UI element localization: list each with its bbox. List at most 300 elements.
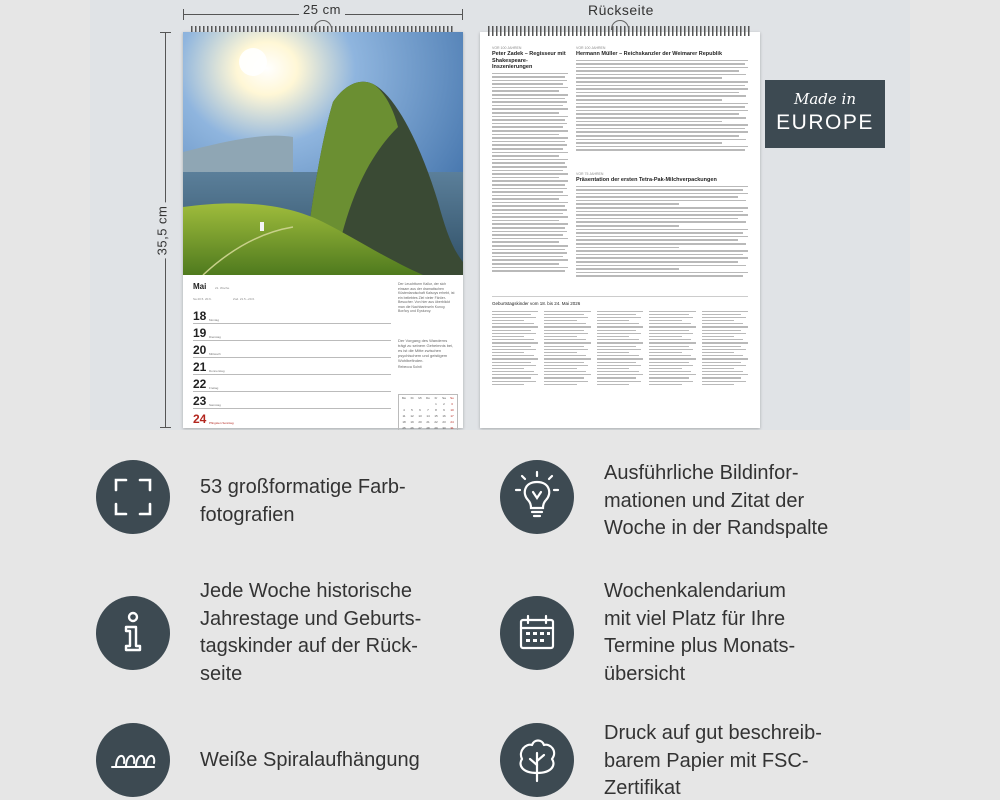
text-line [597, 320, 629, 321]
text-line [492, 352, 524, 353]
text-line [649, 374, 695, 375]
text-line [492, 87, 568, 89]
text-line [576, 229, 748, 231]
mini-cal-cell: 8 [435, 408, 437, 412]
day-name: Donnerstag [209, 369, 225, 373]
text-line [492, 358, 538, 359]
text-line [492, 355, 534, 356]
text-line [576, 254, 743, 256]
mini-cal-cell: 4 [403, 408, 405, 412]
text-line [492, 90, 559, 92]
text-line [492, 317, 536, 318]
made-in-europe-badge [765, 80, 885, 148]
text-line [649, 371, 691, 372]
quote-of-the-week: Der Vorgang des Wanderns trägt zu seinem Geheimnis bei, es ist die Mitte zwischen psychischem und geistigem Wohlbefinden. [398, 338, 454, 363]
text-line [597, 352, 629, 353]
text-line [702, 311, 748, 312]
text-line [649, 317, 693, 318]
fullscreen-frame-icon [96, 460, 170, 534]
feature-text: Weiße Spiralaufhängung [200, 749, 420, 771]
text-line [576, 225, 679, 227]
text-line [544, 333, 588, 334]
text-line [492, 381, 536, 382]
text-line [576, 110, 748, 112]
text-line [597, 311, 643, 312]
text-line [702, 368, 734, 369]
text-line [492, 94, 568, 96]
text-line [702, 371, 744, 372]
text-line [576, 117, 746, 119]
text-line [544, 339, 586, 340]
text-line [649, 368, 681, 369]
text-line [492, 148, 563, 150]
text-line [702, 377, 741, 378]
text-line [492, 270, 565, 272]
text-line [492, 98, 565, 100]
text-line [492, 205, 565, 207]
text-line [492, 126, 563, 128]
text-line [702, 346, 741, 347]
article-column-3 [576, 172, 748, 279]
day-number: 22 [193, 377, 207, 391]
text-line [544, 368, 576, 369]
text-line [576, 135, 739, 137]
mini-cal-cell: 3 [451, 402, 453, 406]
day-row[interactable] [193, 344, 391, 358]
text-line [576, 106, 745, 108]
height-dimension-tick [160, 427, 171, 428]
width-dimension-tick [462, 9, 463, 20]
text-line [702, 317, 746, 318]
mini-cal-cell: 14 [426, 414, 430, 418]
day-row[interactable] [193, 361, 391, 375]
text-line [492, 209, 567, 211]
text-line [702, 381, 746, 382]
text-line [492, 368, 524, 369]
text-line [702, 362, 741, 363]
text-line [576, 239, 738, 241]
text-line [492, 180, 568, 182]
text-line [576, 214, 748, 216]
cliff-lighthouse-photo [183, 32, 463, 275]
text-line [544, 311, 590, 312]
mini-cal-cell: 23 [442, 420, 446, 424]
text-line [702, 374, 748, 375]
text-line [597, 384, 629, 385]
text-line [649, 358, 695, 359]
text-line [576, 81, 748, 83]
width-dimension-tick [183, 9, 184, 20]
mini-cal-cell: 10 [450, 408, 454, 412]
text-line [492, 311, 538, 312]
text-line [576, 268, 679, 270]
text-line [597, 362, 636, 363]
text-line [492, 249, 565, 251]
text-line [649, 314, 688, 315]
text-line [492, 259, 568, 261]
text-line [492, 213, 563, 215]
text-line [702, 349, 746, 350]
text-line [492, 377, 531, 378]
article-kicker: VOR 100 JAHREN [576, 46, 606, 50]
text-line [576, 85, 745, 87]
text-line [576, 113, 739, 115]
text-line [492, 101, 567, 103]
birthdays-section [492, 300, 748, 387]
mini-cal-cell: Sa [442, 396, 446, 400]
text-line [702, 358, 748, 359]
text-line [597, 314, 636, 315]
text-line [576, 275, 743, 277]
text-line [492, 252, 567, 254]
text-line [492, 326, 538, 327]
text-line [597, 342, 643, 343]
back-sheet [480, 32, 760, 428]
birthdays-heading: Geburtstagskinder vom 18. bis 24. Mai 2026 [492, 301, 581, 306]
text-line [702, 320, 734, 321]
day-row[interactable] [193, 412, 391, 426]
text-line [492, 330, 531, 331]
text-line [576, 236, 748, 238]
day-row[interactable] [193, 327, 391, 341]
text-line [576, 67, 748, 69]
day-number: 19 [193, 326, 207, 340]
text-line [492, 76, 565, 78]
text-line [576, 60, 748, 62]
text-line [702, 314, 741, 315]
month-title: Mai [193, 282, 207, 291]
text-line [492, 177, 559, 179]
text-line [576, 146, 748, 148]
text-line [597, 365, 641, 366]
day-number: 20 [193, 343, 207, 357]
article-kicker: VOR 75 JAHREN [576, 172, 604, 176]
text-line [492, 202, 568, 204]
text-line [492, 155, 559, 157]
text-line [597, 374, 643, 375]
day-number: 23 [193, 394, 207, 408]
mini-cal-cell: 28 [426, 426, 430, 430]
sun-sign-info: Sa 20.5. 20.6. [193, 297, 212, 301]
text-line [544, 330, 583, 331]
text-line [492, 374, 538, 375]
text-line [576, 139, 746, 141]
text-line [576, 207, 748, 209]
text-line [597, 330, 636, 331]
text-line [492, 234, 563, 236]
text-line [597, 323, 639, 324]
text-line [492, 339, 534, 340]
text-line [576, 149, 745, 151]
feature-text: Ausführliche Bildinfor- mationen und Zitat der Woche in der Randspalte [604, 462, 829, 539]
text-line [649, 365, 693, 366]
text-line [597, 317, 641, 318]
spiral-binding-icon [96, 723, 170, 797]
text-line [576, 186, 748, 188]
text-line [492, 241, 559, 243]
text-line [597, 333, 641, 334]
hanger-hook [611, 20, 629, 30]
text-line [492, 188, 567, 190]
mini-cal-cell: Do [426, 396, 430, 400]
text-line [702, 326, 748, 327]
text-line [576, 193, 748, 195]
text-line [649, 336, 681, 337]
mini-cal-cell: 15 [434, 414, 438, 418]
mini-cal-cell: 9 [443, 408, 445, 412]
text-line [492, 256, 563, 258]
text-line [576, 95, 746, 97]
text-line [492, 119, 565, 121]
text-line [649, 326, 695, 327]
text-line [576, 203, 679, 205]
height-dimension-tick [160, 32, 171, 33]
text-line [597, 349, 641, 350]
text-line [576, 261, 738, 263]
text-line [597, 326, 643, 327]
calendar-icon [500, 596, 574, 670]
text-line [576, 221, 746, 223]
text-line [492, 245, 568, 247]
badge-made-in: Made in [793, 90, 856, 108]
mini-cal-cell: 1 [435, 402, 437, 406]
mini-cal-cell: 16 [442, 414, 446, 418]
text-line [492, 238, 568, 240]
article-column-2 [576, 46, 748, 153]
text-line [492, 112, 559, 114]
text-line [576, 77, 722, 79]
feature-list [0, 430, 1000, 800]
birthdays-column [702, 311, 748, 388]
text-line [702, 352, 734, 353]
day-row[interactable] [193, 395, 391, 409]
text-line [544, 377, 583, 378]
text-line [492, 336, 524, 337]
text-line [492, 384, 524, 385]
zodiac-info: Zod. 21.5.–20.6. [233, 297, 255, 301]
text-line [576, 218, 738, 220]
text-line [492, 191, 563, 193]
feature-text: Druck auf gut beschreib- barem Papier mit FSC- Zertifikat [604, 722, 822, 799]
text-line [576, 189, 743, 191]
text-line [492, 342, 538, 343]
mini-cal-cell: 22 [434, 420, 438, 424]
text-line [576, 70, 739, 72]
text-line [576, 99, 722, 101]
text-line [492, 166, 567, 168]
text-line [649, 377, 688, 378]
day-row[interactable] [193, 310, 391, 324]
height-label: 35,5 cm [154, 203, 169, 259]
text-line [492, 184, 565, 186]
text-line [576, 247, 679, 249]
text-line [597, 381, 641, 382]
text-line [492, 349, 536, 350]
section-divider [492, 296, 748, 297]
front-sheet [183, 32, 463, 428]
text-line [544, 323, 586, 324]
photo-caption: Der Leuchtturm Kallur, der sich einsam aus der dramatischen Küstenlandschaft Kalsoys erhebt, ist ein beliebtes Ziel vieler Färöer-Besucher. Von hier aus überblickt man die Nachbarinseln Kunoy, Borðoy und Eysturoy. [398, 282, 455, 313]
article-headline: Peter Zadek – Regisseur mit Shakespeare-Inszenierungen [492, 51, 566, 70]
text-line [597, 339, 639, 340]
text-line [597, 355, 639, 356]
article-body [576, 186, 748, 277]
text-line [576, 121, 722, 123]
hanger-hook [314, 20, 332, 30]
article-column-1 [492, 46, 568, 274]
article-body [492, 73, 568, 272]
mini-cal-cell: 12 [410, 414, 414, 418]
day-name: Samstag [209, 403, 221, 407]
text-line [492, 116, 568, 118]
text-line [544, 362, 583, 363]
text-line [576, 88, 748, 90]
article-kicker: VOR 100 JAHREN [492, 46, 522, 50]
text-line [544, 317, 588, 318]
week-number: 21. Woche [215, 286, 230, 290]
text-line [576, 124, 748, 126]
text-line [544, 349, 588, 350]
quote-author: Rebecca Solnit [398, 365, 422, 369]
text-line [576, 142, 722, 144]
text-line [492, 83, 563, 85]
text-line [576, 128, 745, 130]
text-line [492, 346, 531, 347]
mini-cal-cell: So [450, 396, 454, 400]
text-line [702, 330, 741, 331]
text-line [597, 358, 643, 359]
text-line [492, 195, 568, 197]
mini-cal-cell: 6 [419, 408, 421, 412]
mini-cal-cell: 26 [410, 426, 414, 430]
text-line [492, 144, 567, 146]
text-line [492, 231, 567, 233]
day-number: 21 [193, 360, 207, 374]
text-line [649, 346, 688, 347]
day-name: Pfingsten Sonntag [209, 421, 234, 425]
mini-cal-cell: 19 [410, 420, 414, 424]
text-line [576, 131, 748, 133]
mini-cal-cell: 18 [402, 420, 406, 424]
text-line [576, 92, 739, 94]
text-line [702, 336, 734, 337]
day-row[interactable] [193, 378, 391, 392]
birthdays-column [597, 311, 643, 388]
text-line [492, 162, 565, 164]
text-line [649, 352, 681, 353]
birthdays-column [544, 311, 590, 388]
text-line [544, 314, 583, 315]
text-line [544, 381, 588, 382]
day-number: 18 [193, 309, 207, 323]
text-line [649, 320, 681, 321]
text-line [492, 173, 568, 175]
feature-text: 53 großformatige Farb- fotografien [200, 476, 406, 526]
text-line [492, 371, 534, 372]
lightbulb-idea-icon [500, 460, 574, 534]
text-line [492, 123, 567, 125]
mini-cal-cell: 29 [434, 426, 438, 430]
mini-cal-cell: 20 [418, 420, 422, 424]
text-line [544, 365, 588, 366]
text-line [492, 80, 567, 82]
day-name: Freitag [209, 386, 219, 390]
text-line [492, 137, 568, 139]
feature-text: Wochenkalendarium mit viel Platz für Ihre Termine plus Monats- übersicht [604, 580, 796, 685]
tree-fsc-icon [500, 723, 574, 797]
mini-cal-cell: 13 [418, 414, 422, 418]
day-number: 24 [193, 412, 207, 426]
text-line [492, 170, 563, 172]
text-line [576, 232, 743, 234]
text-line [576, 272, 748, 274]
text-line [492, 198, 559, 200]
text-line [702, 323, 744, 324]
article-headline: Hermann Müller – Reichskanzler der Weimarer Republik [576, 51, 723, 57]
mini-cal-cell: 2 [443, 402, 445, 406]
text-line [576, 250, 748, 252]
text-line [597, 346, 636, 347]
mini-cal-cell: 17 [450, 414, 454, 418]
text-line [702, 365, 746, 366]
mini-cal-cell: 11 [402, 414, 406, 418]
text-line [597, 377, 636, 378]
text-line [649, 339, 691, 340]
text-line [492, 320, 524, 321]
text-line [576, 196, 738, 198]
mini-cal-cell: Mi [418, 396, 422, 400]
text-line [576, 63, 745, 65]
text-line [544, 371, 586, 372]
mini-cal-cell: Fr [434, 396, 438, 400]
text-line [649, 349, 693, 350]
text-line [576, 74, 746, 76]
back-side-label: Rückseite [588, 2, 654, 18]
text-line [576, 103, 748, 105]
text-line [649, 311, 695, 312]
text-line [492, 105, 563, 107]
text-line [492, 227, 565, 229]
text-line [492, 323, 534, 324]
text-line [576, 257, 748, 259]
day-name: Dienstag [209, 335, 221, 339]
text-line [649, 381, 693, 382]
text-line [649, 362, 688, 363]
text-line [576, 265, 746, 267]
text-line [492, 216, 568, 218]
text-line [492, 220, 559, 222]
text-line [544, 355, 586, 356]
text-line [492, 267, 568, 269]
mini-cal-cell: 5 [411, 408, 413, 412]
landscape-photo [183, 32, 463, 275]
text-line [702, 339, 744, 340]
text-line [492, 73, 568, 75]
text-line [576, 243, 746, 245]
article-body [576, 60, 748, 151]
text-line [492, 108, 568, 110]
text-line [492, 263, 559, 265]
mini-cal-cell: 27 [418, 426, 422, 430]
text-line [492, 141, 565, 143]
text-line [492, 134, 559, 136]
text-line [492, 365, 536, 366]
mini-cal-cell: 24 [450, 420, 454, 424]
feature-text: Jede Woche historische Jahrestage und Geburts- tagskinder auf der Rück- seite [200, 580, 422, 685]
info-icon [96, 596, 170, 670]
text-line [544, 336, 576, 337]
text-line [544, 342, 590, 343]
